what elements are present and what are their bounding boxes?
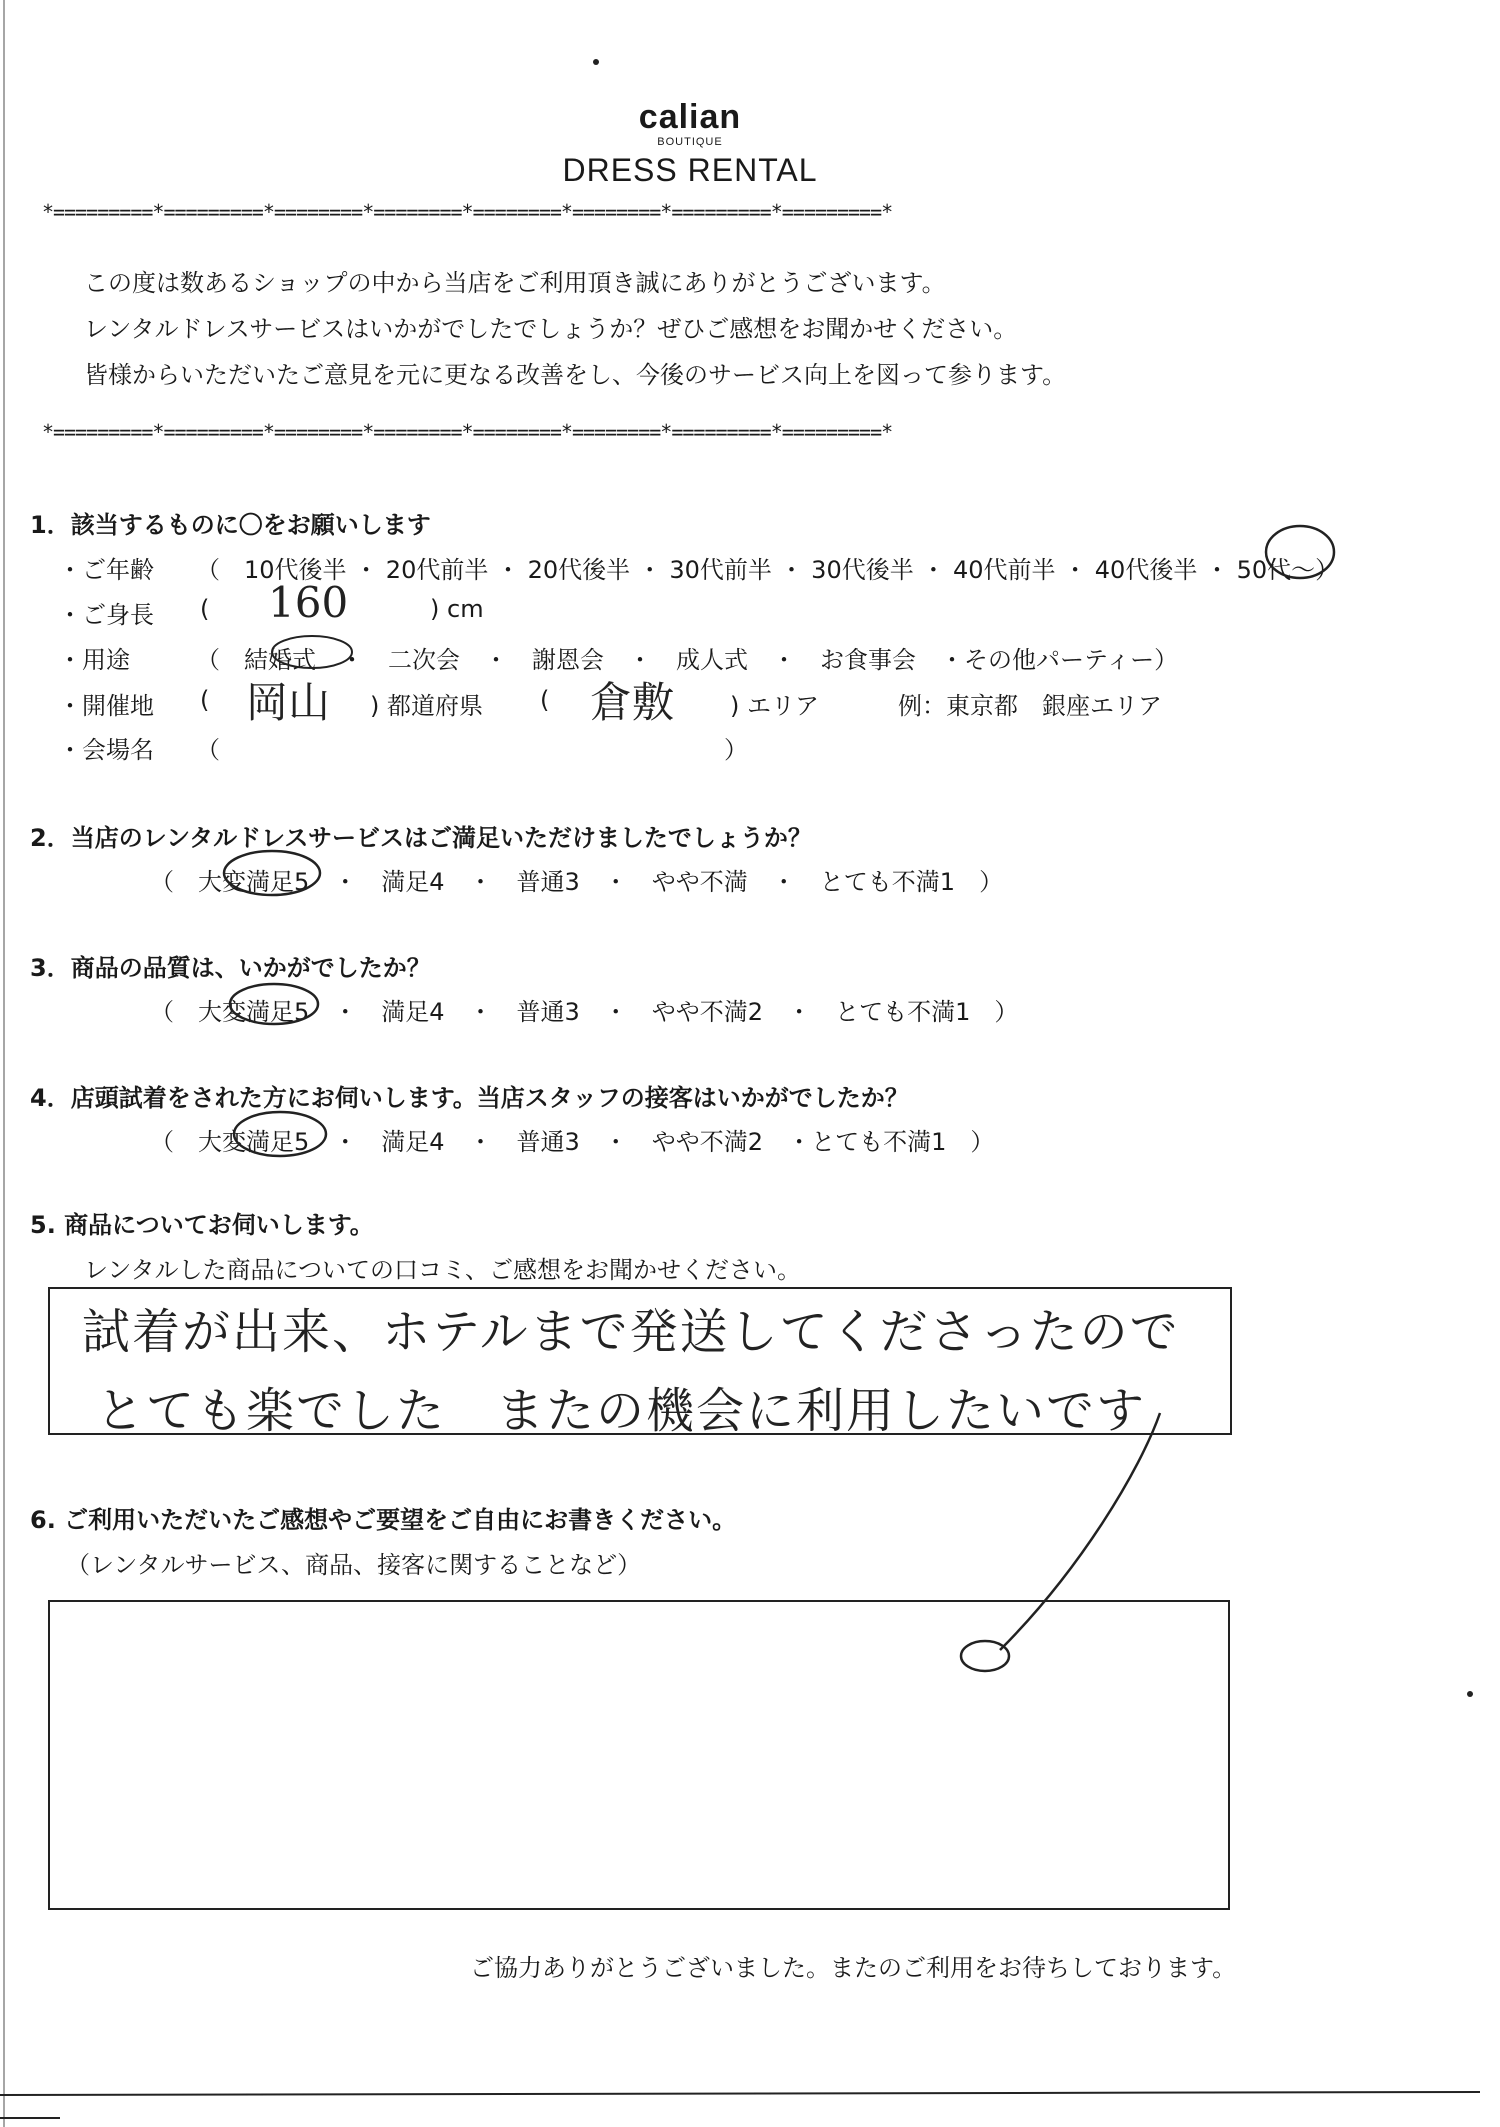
question-6-subtitle: （レンタルサービス、商品、接客に関することなど） <box>66 1551 642 1579</box>
annotation-arrow-line <box>1000 1413 1160 1650</box>
question-4-options[interactable]: （ 大変満足5 ・ 満足4 ・ 普通3 ・ やや不満2 ・とても不満1 ） <box>150 1128 995 1156</box>
brand-logo-name: calian <box>638 98 742 136</box>
venue-area-open-paren: ( <box>540 686 550 714</box>
use-options[interactable]: （ 結婚式 ・ 二次会 ・ 謝恩会 ・ 成人式 ・ お食事会 ・その他パーティー） <box>196 646 1179 674</box>
question-2-options[interactable]: （ 大変満足5 ・ 満足4 ・ 普通3 ・ やや不満 ・ とても不満1 ） <box>150 868 1004 896</box>
q3-selection-circle <box>230 984 318 1024</box>
question-5-title: 5. 商品についてお伺いします。 <box>30 1211 374 1239</box>
age-options[interactable]: （ 10代後半 ・ 20代前半 ・ 20代後半 ・ 30代前半 ・ 30代後半 ・ 40代前半 ・ 40代後半 ・ 50代～） <box>196 556 1340 584</box>
question-5-answer-line-1: 試着が出来、ホテルまで発送してくださったので <box>82 1304 1180 1360</box>
annotation-circle <box>961 1641 1009 1671</box>
brand-logo-sub: BOUTIQUE <box>657 136 723 148</box>
venue-label: ・開催地 <box>58 692 154 720</box>
question-5-answer-line-2: とても楽でした またの機会に利用したいです <box>96 1383 1147 1439</box>
venue-prefecture-value[interactable]: 岡山 <box>246 678 331 727</box>
question-6-title: 6. ご利用いただいたご感想やご要望をご自由にお書きください。 <box>30 1506 737 1534</box>
venue-area-suffix: ) エリア <box>730 692 819 720</box>
height-open-paren: ( <box>200 595 210 623</box>
q4-selection-circle <box>234 1112 326 1156</box>
venue-pref-open-paren: ( <box>200 686 210 714</box>
height-unit: ) cm <box>430 595 484 623</box>
question-1-title: 1．該当するものに〇をお願いします <box>30 511 431 539</box>
use-selection-circle <box>272 636 352 668</box>
venue-area-value[interactable]: 倉敷 <box>590 678 675 727</box>
intro-line-2: レンタルドレスサービスはいかがでしたでしょうか？ぜひご感想をお聞かせください。 <box>84 315 1018 343</box>
height-label: ・ご身長 <box>58 601 154 629</box>
use-label: ・用途 <box>58 646 130 674</box>
top-dot <box>593 59 599 65</box>
height-value[interactable]: 160 <box>268 578 349 627</box>
question-2-title: 2．当店のレンタルドレスサービスはご満足いただけましたでしょうか？ <box>30 824 812 852</box>
right-dot <box>1467 1691 1473 1697</box>
age-selection-circle <box>1266 526 1334 578</box>
question-3-title: 3．商品の品質は、いかがでしたか？ <box>30 954 431 982</box>
intro-line-1: この度は数あるショップの中から当店をご利用頂き誠にありがとうございます。 <box>84 269 946 297</box>
venue-example: 例：東京都 銀座エリア <box>898 692 1162 720</box>
divider-bottom: *=========*=========*========*========*========*========*=========*=========* <box>42 420 893 444</box>
bottom-rule <box>0 2092 1480 2095</box>
question-4-title: 4．店頭試着をされた方にお伺いします。当店スタッフの接客はいかがでしたか？ <box>30 1084 909 1112</box>
question-5-subtitle: レンタルした商品についての口コミ、ご感想をお聞かせください。 <box>84 1256 801 1284</box>
footer-thanks: ご協力ありがとうございました。またのご利用をお待ちしております。 <box>470 1954 1237 1982</box>
hall-label: ・会場名 <box>58 736 154 764</box>
question-3-options[interactable]: （ 大変満足5 ・ 満足4 ・ 普通3 ・ やや不満2 ・ とても不満1 ） <box>150 998 1019 1026</box>
venue-prefecture-suffix: ) 都道府県 <box>370 692 483 720</box>
page-title: DRESS RENTAL <box>562 152 818 188</box>
intro-line-3: 皆様からいただいたご意見を元に更なる改善をし、今後のサービス向上を図って参ります。 <box>84 361 1067 389</box>
age-label: ・ご年齢 <box>58 556 154 584</box>
q2-selection-circle <box>224 851 320 895</box>
divider-top: *=========*=========*========*========*========*========*=========*=========* <box>42 200 893 224</box>
hall-value[interactable]: （ ） <box>196 736 748 764</box>
